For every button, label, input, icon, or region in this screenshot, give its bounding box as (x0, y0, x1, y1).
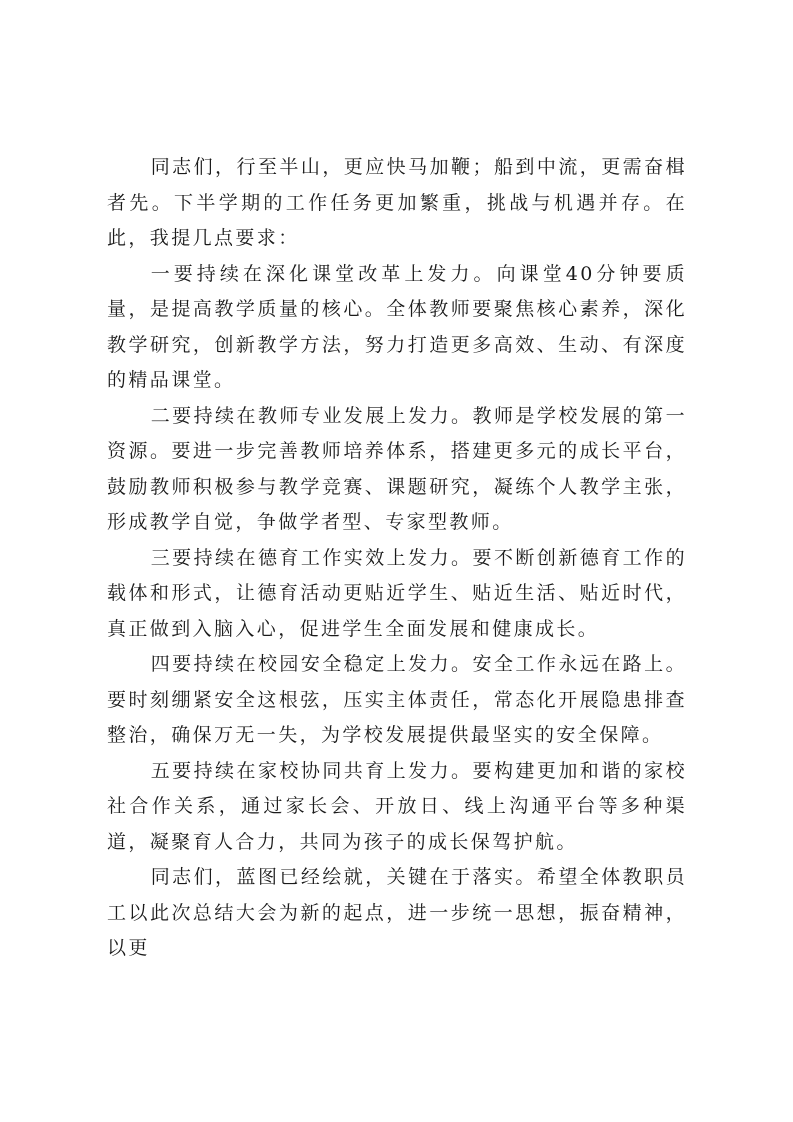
paragraph-intro: 同志们，行至半山，更应快马加鞭；船到中流，更需奋楫者先。下半学期的工作任务更加繁重，挑战与机遇并存。在此，我提几点要求： (107, 156, 687, 249)
paragraph-requirement-4: 四要持续在校园安全稳定上发力。安全工作永远在路上。要时刻绷紧安全这根弦，压实主体责任，常态化开展隐患排查整治，确保万无一失，为学校发展提供最坚实的安全保障。 (107, 653, 687, 746)
paragraph-requirement-3: 三要持续在德育工作实效上发力。要不断创新德育工作的载体和形式，让德育活动更贴近学生、贴近生活、贴近时代，真正做到入脑入心，促进学生全面发展和健康成长。 (107, 546, 687, 640)
paragraph-requirement-5: 五要持续在家校协同共育上发力。要构建更加和谐的家校社合作关系，通过家长会、开放日、线上沟通平台等多种渠道，凝聚育人合力，共同为孩子的成长保驾护航。 (107, 759, 687, 853)
document-body (107, 150, 687, 967)
paragraph-requirement-2: 二要持续在教师专业发展上发力。教师是学校发展的第一资源。要进一步完善教师培养体系，搭建更多元的成长平台，鼓励教师积极参与教学竞赛、课题研究，凝练个人教学主张，形成教学自觉，争做学者型、专家型教师。 (107, 404, 687, 533)
paragraph-closing: 同志们，蓝图已经绘就，关键在于落实。希望全体教职员工以此次总结大会为新的起点，进一步统一思想，振奋精神，以更 (107, 866, 687, 959)
paragraph-requirement-1: 一要持续在深化课堂改革上发力。向课堂40分钟要质量，是提高教学质量的核心。全体教师要聚焦核心素养，深化教学研究，创新教学方法，努力打造更多高效、生动、有深度的精品课堂。 (107, 262, 687, 391)
